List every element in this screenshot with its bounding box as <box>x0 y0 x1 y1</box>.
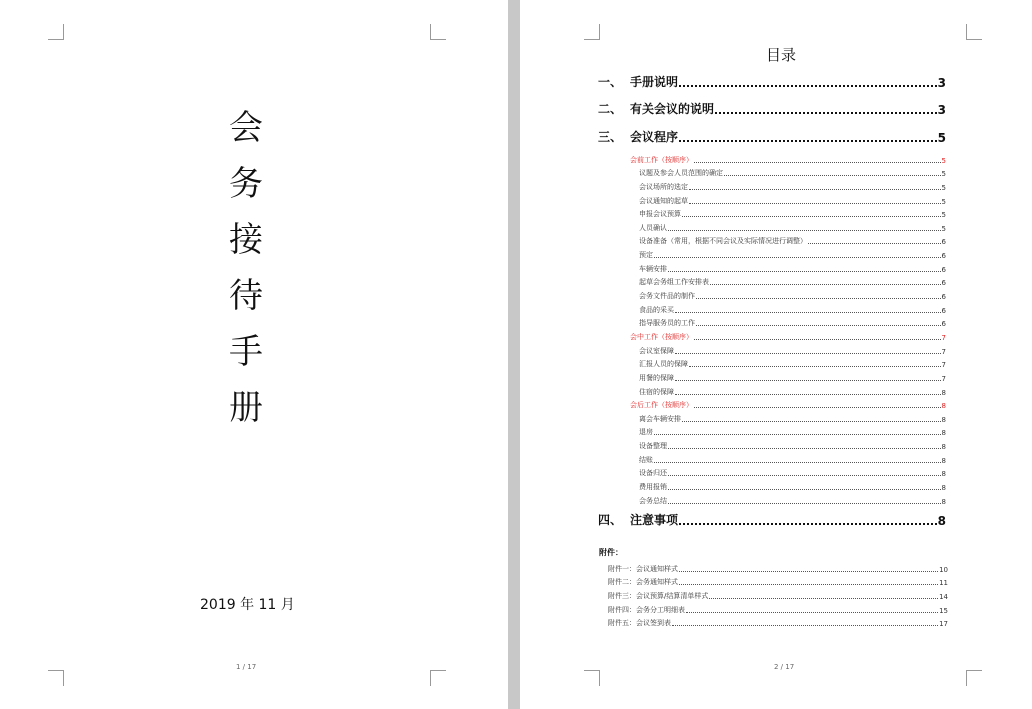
entry-page: 8 <box>941 497 946 506</box>
entry-label: 会务文件品的制作 <box>639 292 695 301</box>
entry-label: 附件一：会议通知样式 <box>608 564 678 573</box>
toc-entry[interactable] <box>630 342 946 356</box>
title-char: 会 <box>229 108 263 148</box>
toc-entry[interactable] <box>630 287 946 301</box>
entry-page: 5 <box>941 183 946 192</box>
toc-entry[interactable] <box>630 478 946 492</box>
crop-mark <box>584 670 600 686</box>
entry-page: 8 <box>941 402 946 411</box>
section-page: 3 <box>937 103 946 117</box>
entry-page: 5 <box>941 224 946 233</box>
entry-page: 7 <box>941 333 946 342</box>
toc-section[interactable] <box>598 511 946 528</box>
entry-label: 汇报人员的保障 <box>639 360 688 369</box>
entry-label: 会议室保障 <box>639 346 674 355</box>
dot-leader <box>668 448 941 449</box>
toc-entry[interactable] <box>608 615 948 629</box>
crop-mark <box>430 24 446 40</box>
dot-leader <box>672 625 938 626</box>
toc-entry[interactable] <box>630 437 946 451</box>
title-char: 待 <box>229 276 263 316</box>
crop-mark <box>584 24 600 40</box>
dot-leader <box>696 298 941 299</box>
attachments-heading: 附件： <box>599 548 623 557</box>
entry-label: 用餐的保障 <box>639 373 674 382</box>
entry-label: 会务总结 <box>639 496 667 505</box>
dot-leader <box>679 85 937 87</box>
entry-label: 食品的采买 <box>639 305 674 314</box>
crop-mark <box>48 670 64 686</box>
dot-leader <box>689 189 941 190</box>
crop-mark <box>430 670 446 686</box>
dot-leader <box>675 353 941 354</box>
entry-page: 7 <box>941 347 946 356</box>
dot-leader <box>682 216 941 217</box>
entry-label: 指导服务员的工作 <box>639 319 695 328</box>
entry-label: 费用报销 <box>639 483 667 492</box>
entry-label: 预定 <box>639 251 653 260</box>
entry-page: 5 <box>941 170 946 179</box>
section-number: 二、 <box>598 102 623 116</box>
dot-leader <box>694 407 941 408</box>
cover-date: 2019 年 11 月 <box>200 597 295 613</box>
crop-mark <box>966 24 982 40</box>
title-char: 接 <box>229 220 263 260</box>
title-char: 务 <box>229 164 263 204</box>
toc-entry[interactable] <box>630 369 946 383</box>
entry-label: 住宿的保障 <box>639 387 674 396</box>
dot-leader <box>654 462 941 463</box>
entry-page: 8 <box>941 484 946 493</box>
entry-label: 议题及参会人员范围的确定 <box>639 169 723 178</box>
section-page: 8 <box>937 514 946 528</box>
entry-page: 6 <box>941 306 946 315</box>
toc-title: 目录 <box>766 46 797 64</box>
entry-page: 6 <box>941 293 946 302</box>
toc-section[interactable] <box>598 73 946 90</box>
toc-entry[interactable] <box>630 260 946 274</box>
entry-label: 设备准备（常用，根据不同会议及实际情况进行调整） <box>639 237 807 246</box>
toc-entry[interactable] <box>608 601 948 615</box>
entry-label: 会中工作（按顺序） <box>630 332 693 341</box>
toc-entry[interactable] <box>630 219 946 233</box>
toc-entries <box>630 151 946 506</box>
page-number: 1 / 17 <box>236 663 257 671</box>
entry-label: 起草会务组工作安排表 <box>639 278 709 287</box>
entry-page: 6 <box>941 265 946 274</box>
crop-mark <box>48 24 64 40</box>
toc-entry[interactable] <box>630 492 946 506</box>
dot-leader <box>689 203 941 204</box>
entry-page: 15 <box>939 606 948 615</box>
toc-entry[interactable] <box>630 315 946 329</box>
dot-leader <box>808 243 941 244</box>
entry-label: 会议场所的选定 <box>639 182 688 191</box>
toc-entry[interactable] <box>630 451 946 465</box>
cover-page <box>0 0 508 709</box>
entry-page: 7 <box>941 361 946 370</box>
entry-page: 5 <box>941 211 946 220</box>
dot-leader <box>679 584 938 585</box>
attachments-list <box>608 560 948 628</box>
toc-entry[interactable] <box>630 246 946 260</box>
entry-page: 7 <box>941 374 946 383</box>
dot-leader <box>668 503 941 504</box>
dot-leader <box>694 162 941 163</box>
cover-title <box>228 100 264 436</box>
toc-entry[interactable] <box>608 574 948 588</box>
entry-label: 附件三：会议预算/结算清单样式 <box>608 591 709 600</box>
dot-leader <box>689 366 941 367</box>
section-page: 3 <box>937 76 946 90</box>
entry-page: 6 <box>941 252 946 261</box>
dot-leader <box>686 612 938 613</box>
dot-leader <box>675 312 941 313</box>
dot-leader <box>715 112 937 114</box>
toc-entry[interactable] <box>630 356 946 370</box>
toc-entry[interactable] <box>630 192 946 206</box>
section-page: 5 <box>937 131 946 145</box>
entry-page: 8 <box>941 456 946 465</box>
title-char: 册 <box>229 388 263 428</box>
toc-entry[interactable] <box>630 397 946 411</box>
page-number: 2 / 17 <box>774 663 795 671</box>
entry-page: 8 <box>941 443 946 452</box>
entry-page: 8 <box>941 415 946 424</box>
dot-leader <box>679 571 938 572</box>
toc-entry[interactable] <box>630 328 946 342</box>
entry-label: 会议通知的起草 <box>639 196 688 205</box>
entry-page: 6 <box>941 320 946 329</box>
entry-page: 6 <box>941 238 946 247</box>
toc-entry[interactable] <box>608 587 948 601</box>
entry-label: 会前工作（按顺序） <box>630 155 693 164</box>
dot-leader <box>654 257 941 258</box>
toc-page <box>520 0 1032 709</box>
dot-leader <box>679 523 937 525</box>
toc-entry[interactable] <box>630 424 946 438</box>
entry-label: 退房 <box>639 428 653 437</box>
entry-label: 结账 <box>639 455 653 464</box>
section-number: 四、 <box>598 513 623 527</box>
dot-leader <box>682 421 941 422</box>
entry-label: 附件四：会务分工明细表 <box>608 605 685 614</box>
dot-leader <box>668 489 941 490</box>
toc-entry[interactable] <box>630 206 946 220</box>
toc-entry[interactable] <box>630 410 946 424</box>
entry-page: 5 <box>941 156 946 165</box>
dot-leader <box>675 394 941 395</box>
entry-label: 离会车辆安排 <box>639 414 681 423</box>
toc-entry[interactable] <box>630 233 946 247</box>
entry-page: 8 <box>941 388 946 397</box>
entry-page: 14 <box>939 592 948 601</box>
toc-entry[interactable] <box>608 560 948 574</box>
toc-entry[interactable] <box>630 165 946 179</box>
dot-leader <box>668 230 941 231</box>
entry-label: 设备归还 <box>639 469 667 478</box>
section-number: 一、 <box>598 75 623 89</box>
dot-leader <box>696 325 941 326</box>
toc-entry[interactable] <box>630 178 946 192</box>
section-label: 注意事项 <box>630 513 679 527</box>
dot-leader <box>710 284 941 285</box>
entry-page: 10 <box>939 565 948 574</box>
dot-leader <box>668 271 941 272</box>
entry-label: 人员确认 <box>639 223 667 232</box>
dot-leader <box>679 140 937 142</box>
entry-page: 11 <box>939 579 948 588</box>
entry-page: 6 <box>941 279 946 288</box>
entry-page: 17 <box>939 620 948 629</box>
section-label: 有关会议的说明 <box>630 102 715 116</box>
dot-leader <box>694 339 941 340</box>
entry-label: 附件五：会议签到表 <box>608 619 671 628</box>
dot-leader <box>668 475 941 476</box>
toc-section[interactable] <box>598 100 946 117</box>
dot-leader <box>675 380 941 381</box>
toc-entry[interactable] <box>630 151 946 165</box>
entry-label: 申报会议预算 <box>639 210 681 219</box>
dot-leader <box>709 598 938 599</box>
page-gutter <box>508 0 520 709</box>
crop-mark <box>966 670 982 686</box>
dot-leader <box>654 434 941 435</box>
title-char: 手 <box>229 332 263 372</box>
entry-label: 会后工作（按顺序） <box>630 401 693 410</box>
toc-entry[interactable] <box>630 301 946 315</box>
dot-leader <box>724 175 941 176</box>
section-number: 三、 <box>598 130 623 144</box>
toc-entry[interactable] <box>630 465 946 479</box>
section-label: 会议程序 <box>630 130 679 144</box>
entry-page: 5 <box>941 197 946 206</box>
entry-label: 车辆安排 <box>639 264 667 273</box>
toc-entry[interactable] <box>630 383 946 397</box>
entry-page: 8 <box>941 470 946 479</box>
toc-entry[interactable] <box>630 274 946 288</box>
entry-label: 设备整理 <box>639 442 667 451</box>
section-label: 手册说明 <box>630 75 679 89</box>
toc-section[interactable] <box>598 128 946 145</box>
entry-label: 附件二：会务通知样式 <box>608 578 678 587</box>
entry-page: 8 <box>941 429 946 438</box>
